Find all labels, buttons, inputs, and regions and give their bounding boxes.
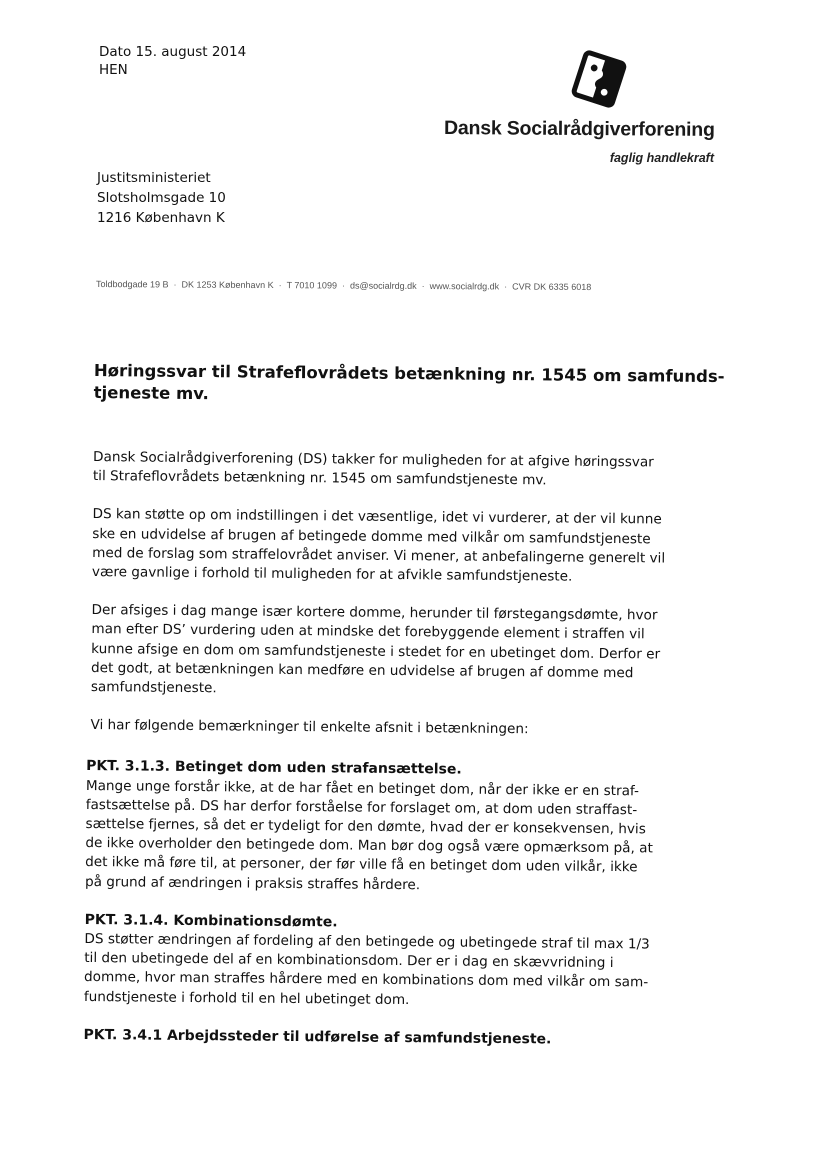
text-line: DS støtter ændringen af fordeling af den betingede og ubetingede straf til max 1/3 (84, 931, 650, 953)
contact-cvr: CVR DK 6335 6018 (512, 281, 592, 293)
support-paragraph (92, 505, 685, 587)
contact-email: ds@socialrdg.dk (349, 280, 417, 291)
text-line: Der afsiges i dag mange især kortere domme, herunder til førstegangsdømte, hvor (91, 602, 658, 624)
text-line: ske en udvidelse af brugen af betingede domme med vilkår om samfundstjeneste (92, 525, 651, 547)
section-3-1-4 (84, 911, 685, 1013)
remarks-intro (90, 716, 682, 741)
date-line: Dato 15. august 2014 (99, 44, 247, 60)
text-line: Dansk Socialrådgiverforening (DS) takker for muligheden for at afgive høringssvar (92, 449, 654, 471)
organization-name: Dansk Socialrådgiverforening (444, 117, 716, 141)
letter-body (83, 360, 725, 1051)
section-heading: PKT. 3.1.3. Betinget dom uden strafansættelse. (86, 758, 462, 779)
text-line: det godt, at betænkningen kan medføre en udvidelse af brugen af domme med (90, 659, 634, 682)
title-line: Høringssvar til Strafeflovrådets betænkning nr. 1545 om samfunds- (93, 361, 725, 387)
section-body (85, 777, 678, 898)
text-line: kunne afsige en dom om samfundstjeneste i stedet for en ubetinget dom. Derfor er (91, 640, 661, 663)
text-line: være gavnlige i forhold til muligheden for at afvikle samfundstjeneste. (91, 564, 573, 585)
ds-logo-icon (566, 46, 632, 112)
sentences-paragraph (91, 601, 684, 703)
text-line: domme, hvor man straffes hårdere med en kombinations dom med vilkår om sam- (83, 969, 649, 991)
text-line: de ikke overholder den betingede dom. Man bør dog også være opmærksom på, at (85, 835, 653, 857)
initials: HEN (99, 62, 128, 78)
text-line: til Strafeflovrådets betænkning nr. 1545 om samfundstjeneste mv. (92, 468, 547, 489)
title-line: tjeneste mv. (93, 383, 209, 404)
text-line: Mange unge forstår ikke, at de har fået en betinget dom, når der ikke er en straf- (85, 777, 639, 799)
recipient-street: Slotsholmsgade 10 (97, 190, 226, 206)
text-line: med de forslag som straffelovrådet anviser. Vi mener, at anbefalingerne generelt vil (92, 544, 666, 567)
text-line: sættelse fjernes, så det er tydeligt for den dømte, hvad der er konsekvensen, hvis (85, 816, 646, 838)
section-heading: PKT. 3.1.4. Kombinationsdømte. (84, 911, 338, 931)
document-title (93, 360, 725, 410)
text-line: på grund af ændringen i praksis straffes hårdere. (84, 873, 421, 893)
text-line: fundstjeneste i forhold til en hel ubetinget dom. (83, 988, 410, 1008)
text-line: til den ubetingede del af en kombinationsdom. Der er i dag en skævvridning i (84, 950, 614, 972)
section-heading: PKT. 3.4.1 Arbejdssteder til udførelse af samfundstjeneste. (83, 1026, 552, 1048)
recipient-city: 1216 København K (97, 210, 225, 226)
section-3-1-3 (85, 757, 686, 897)
text-line: samfundstjeneste. (90, 679, 217, 697)
text-line: Vi har følgende bemærkninger til enkelte afsnit i betænkningen: (90, 717, 529, 738)
text-line: det ikke må føre til, at personer, der før ville få en betinget dom uden vilkår, ikke (85, 854, 638, 876)
recipient-name: Justitsministeriet (97, 170, 211, 186)
contact-line: Toldbodgade 19 B · DK 1253 København K · T 7010 1099 · ds@socialrdg.dk · www.socialrdg.dk · CVR DK 6335 6018 (95, 279, 592, 293)
contact-postal: DK 1253 København K (181, 279, 274, 291)
contact-phone: T 7010 1099 (286, 280, 338, 291)
section-3-4-1 (83, 1026, 683, 1051)
intro-paragraph (93, 448, 685, 492)
recipient-address (97, 168, 226, 228)
text-line: fastsættelse på. DS har derfor forståelse for forslaget om, at dom uden straffast- (85, 796, 638, 819)
text-line: DS kan støtte op om indstillingen i det væsentlige, idet vi vurderer, at der vil kunne (92, 506, 662, 528)
section-body (84, 930, 677, 1012)
contact-address: Toldbodgade 19 B (95, 279, 169, 290)
organization-tagline: faglig handlekraft (609, 151, 714, 165)
text-line: man efter DS’ vurdering uden at mindske det forebyggende element i straffen vil (91, 621, 645, 643)
letter-meta (99, 43, 246, 79)
contact-web: www.socialrdg.dk (429, 281, 500, 292)
